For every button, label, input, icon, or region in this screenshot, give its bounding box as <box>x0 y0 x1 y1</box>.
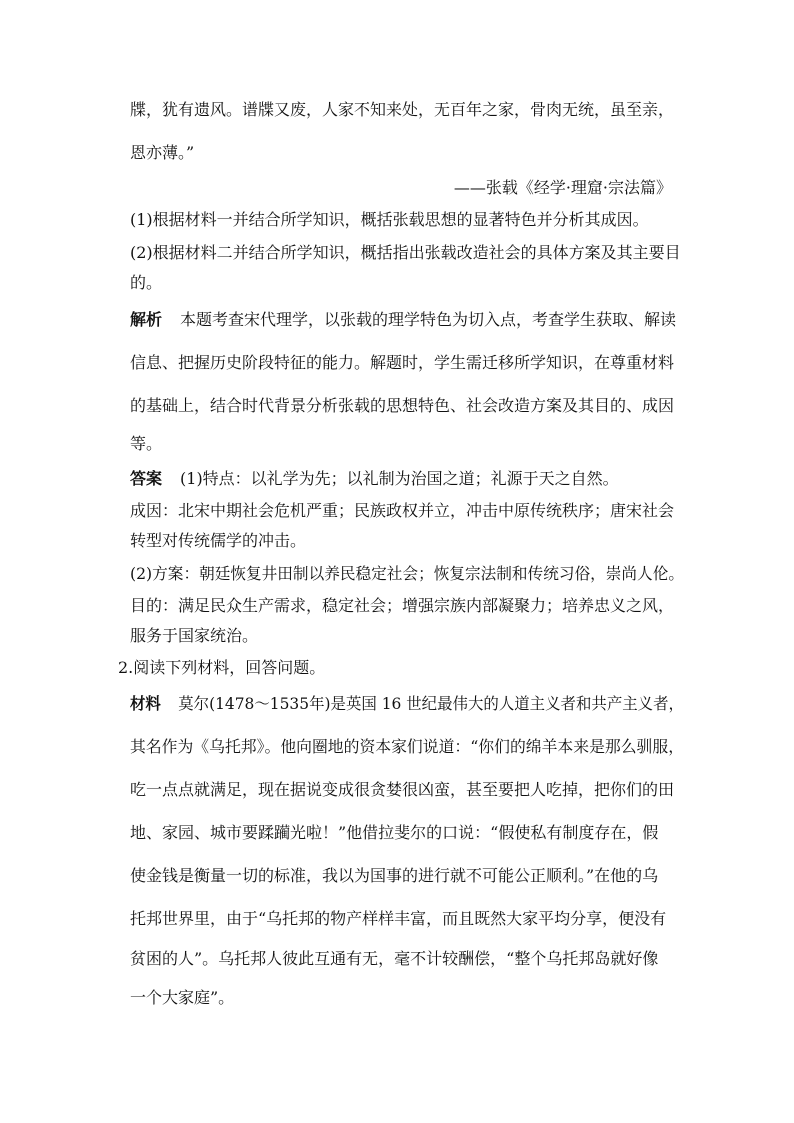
material-text: 莫尔(1478～1535年)是英国 16 世纪最伟大的人道主义者和共产主义者， <box>178 694 684 713</box>
material-line: 地、家园、城市要蹂躏光啦！”他借拉斐尔的口说：“假使私有制度存在，假 <box>130 823 659 842</box>
material-line <box>130 694 684 714</box>
material-line: 其名作为《乌托邦》。他向圈地的资本家们说道：“你们的绵羊本来是那么驯服， <box>130 737 685 756</box>
analysis-text: 本题考查宋代理学，以张载的理学特色为切入点，考查学生获取、解读 <box>180 310 677 329</box>
question-1: (1)根据材料一并结合所学知识，概括张载思想的显著特色并分析其成因。 <box>130 210 649 229</box>
passage-line: 牒，犹有遗风。谱牒又废，人家不知来处，无百年之家，骨肉无统，虽至亲， <box>130 100 675 119</box>
material-label: 材料 <box>130 694 161 713</box>
question-2-heading <box>118 658 325 678</box>
question-2-cont: 的。 <box>130 273 163 292</box>
answer-label: 答案 <box>130 469 163 488</box>
question-prompt: 阅读下列材料，回答问题。 <box>133 658 326 677</box>
material-line: 一个大家庭”。 <box>130 988 235 1007</box>
question-number: 2. <box>118 658 134 677</box>
material-line: 贫困的人”。乌托邦人彼此互通有无，毫不计较酬偿，“整个乌托邦岛就好像 <box>130 949 659 968</box>
passage-line: 恩亦薄。” <box>130 143 195 162</box>
analysis-line: 信息、把握历史阶段特征的能力。解题时，学生需迁移所学知识，在尊重材料 <box>130 353 675 372</box>
question-2: (2)根据材料二并结合所学知识，概括指出张载改造社会的具体方案及其主要目 <box>130 243 681 262</box>
analysis-label: 解析 <box>130 310 163 329</box>
analysis-line <box>130 310 676 330</box>
answer-line: 目的：满足民众生产需求，稳定社会；增强宗族内部凝聚力；培养忠义之风， <box>130 596 675 615</box>
analysis-line: 的基础上，结合时代背景分析张载的思想特色、社会改造方案及其目的、成因 <box>130 396 675 415</box>
answer-text: (1)特点：以礼学为先；以礼制为治国之道；礼源于天之自然。 <box>180 469 619 488</box>
material-line: 托邦世界里，由于“乌托邦的物产样样丰富，而且既然大家平均分享，便没有 <box>130 909 667 928</box>
material-line: 使金钱是衡量一切的标准，我以为国事的进行就不可能公正顺利。”在他的乌 <box>130 866 659 885</box>
answer-line: 服务于国家统治。 <box>130 626 259 645</box>
answer-line <box>130 469 619 489</box>
analysis-line: 等。 <box>130 434 163 453</box>
answer-line: (2)方案：朝廷恢复井田制以养民稳定社会；恢复宗法制和传统习俗，崇尚人伦。 <box>130 564 684 583</box>
answer-line: 转型对传统儒学的冲击。 <box>130 531 307 550</box>
material-line: 吃一点点就满足，现在据说变成很贪婪很凶蛮，甚至要把人吃掉，把你们的田 <box>130 780 675 799</box>
passage-source: ——张载《经学·理窟·宗法篇》 <box>453 178 672 197</box>
answer-line: 成因：北宋中期社会危机严重；民族政权并立，冲击中原传统秩序；唐宋社会 <box>130 501 675 520</box>
